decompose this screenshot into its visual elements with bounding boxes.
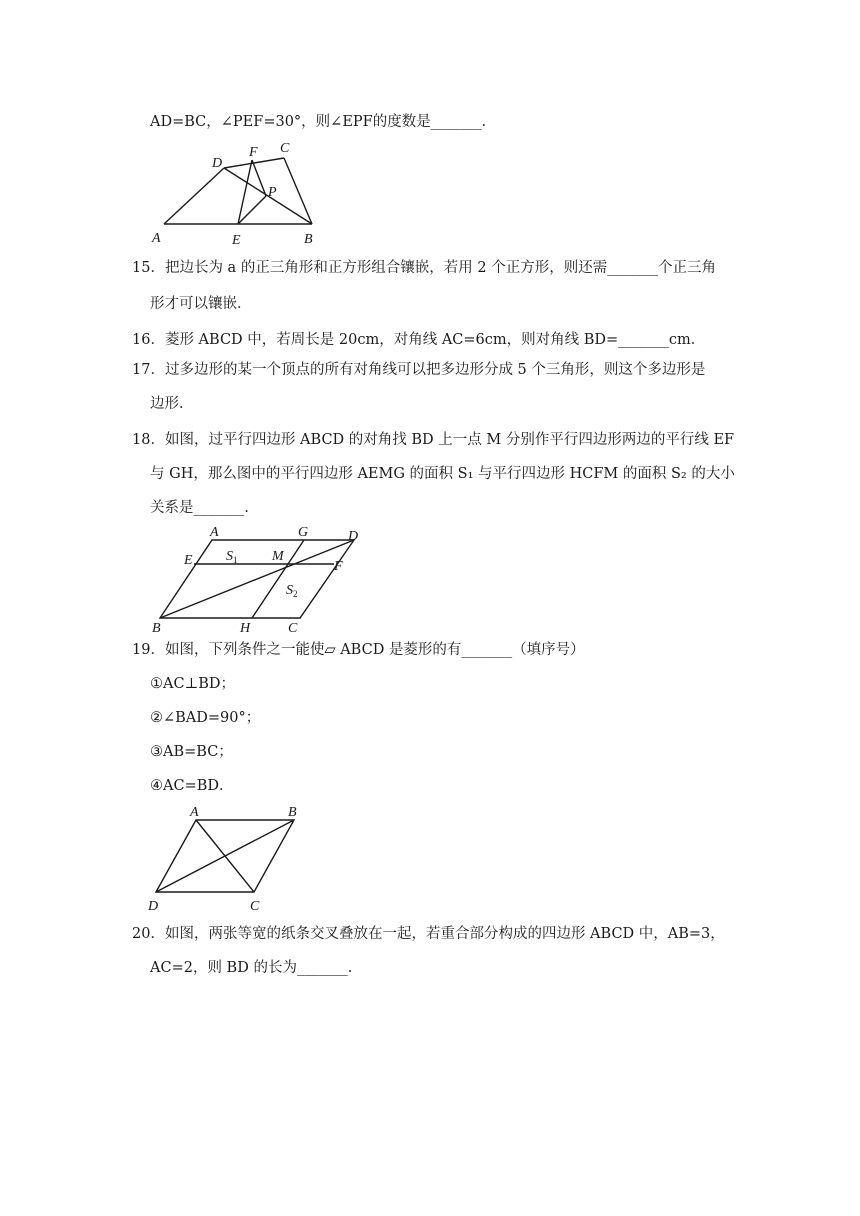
fig14-label-A: A	[152, 231, 161, 246]
q15-line2: 形才可以镶嵌．	[150, 296, 252, 312]
q20-line2: AC=2，则 BD 的长为_______.	[150, 960, 353, 976]
fig18-label-S1: $S_1$	[226, 549, 238, 565]
fig14-label-P: P	[268, 185, 277, 200]
q19-stem: 19．如图，下列条件之一能使▱ ABCD 是菱形的有_______（填序号）	[132, 642, 585, 658]
fig14-label-F: F	[249, 145, 258, 160]
fig18-label-G: G	[298, 525, 309, 540]
q19-option-1: ①AC⊥BD；	[150, 676, 235, 692]
fig18-label-F: F	[334, 559, 343, 574]
q16-text: 16．菱形 ABCD 中，若周长是 20cm，对角线 AC=6cm，则对角线 BD=_______cm．	[132, 332, 706, 348]
q15-line1: 15．把边长为 a 的正三角形和正方形组合镶嵌，若用 2 个正方形，则还需_______个正三角	[132, 260, 717, 276]
q18-line1: 18．如图，过平行四边形 ABCD 的对角找 BD 上一点 M 分别作平行四边形两边的平行线 EF	[132, 432, 735, 448]
q17-line2: 边形．	[150, 396, 194, 412]
q18-line2: 与 GH，那么图中的平行四边形 AEMG 的面积 S₁ 与平行四边形 HCFM 的面积 S₂ 的大小	[150, 466, 735, 482]
fig14-segment-EP	[238, 196, 266, 224]
fig18-label-B: B	[152, 621, 161, 634]
q19-option-2: ②∠BAD=90°；	[150, 710, 261, 726]
figure-19	[144, 800, 306, 914]
figure-18	[148, 522, 370, 634]
fig18-diagonal-BD	[160, 540, 354, 618]
q19-option-3: ③AB=BC；	[150, 744, 233, 760]
fig18-label-C: C	[288, 621, 298, 634]
fig19-label-D: D	[148, 899, 159, 914]
figure-14	[148, 138, 320, 250]
q17-line1: 17．过多边形的某一个顶点的所有对角线可以把多边形分成 5 个三角形，则这个多边形是	[132, 362, 706, 378]
fig14-segment-AD	[164, 168, 224, 224]
fig18-label-E: E	[184, 553, 193, 568]
fig14-segment-CB	[284, 158, 312, 224]
fig18-label-D: D	[348, 529, 359, 544]
fig18-label-A: A	[210, 525, 219, 540]
fig18-label-S2: $S_2$	[286, 583, 298, 599]
fig14-segment-EF	[238, 160, 252, 224]
fig18-label-M: M	[272, 549, 284, 564]
fig14-label-B: B	[304, 232, 313, 247]
fig19-label-A: A	[190, 805, 199, 820]
q19-option-4: ④AC=BD．	[150, 778, 234, 794]
q14-tail-text: AD=BC，∠PEF=30°，则∠EPF的度数是_______.	[150, 114, 487, 130]
fig14-label-C: C	[280, 141, 290, 156]
q20-line1: 20．如图，两张等宽的纸条交叉叠放在一起，若重合部分构成的四边形 ABCD 中，AB=3，	[132, 926, 725, 942]
fig18-label-H: H	[240, 621, 251, 634]
fig14-label-D: D	[212, 156, 223, 171]
fig19-label-B: B	[288, 805, 297, 820]
q18-line3: 关系是_______.	[150, 500, 249, 516]
fig19-label-C: C	[250, 899, 260, 914]
fig14-label-E: E	[232, 233, 241, 248]
